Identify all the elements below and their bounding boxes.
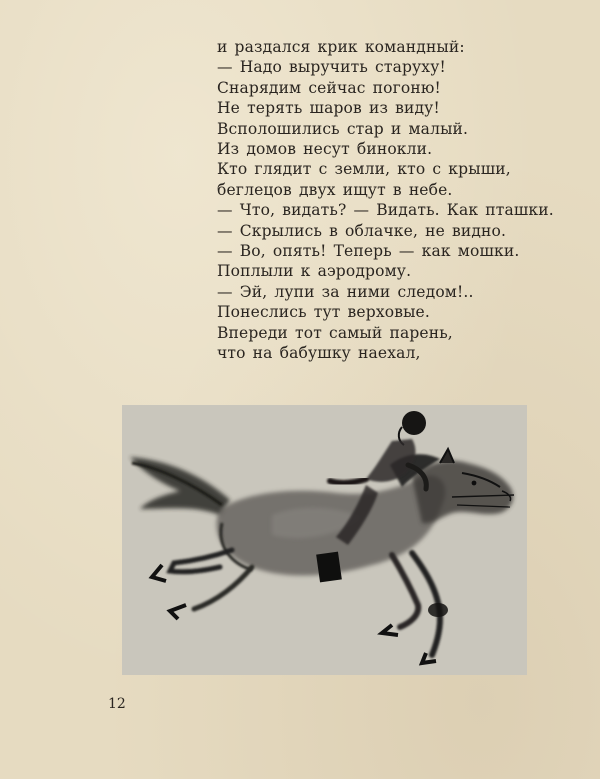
poem-line: — Эй, лупи за ними следом!..	[217, 282, 474, 301]
poem-line: — Что, видать? — Видать. Как пташки.	[217, 201, 554, 220]
poem-line: — Во, опять! Теперь — как мошки.	[217, 242, 520, 261]
poem-line: и раздался крик командный:	[217, 38, 465, 56]
poem-line: — Надо выручить старуху!	[217, 58, 446, 77]
horse-rider-illustration	[122, 405, 527, 675]
poem-line: Не терять шаров из виду!	[217, 99, 440, 118]
page-number: 12	[108, 696, 126, 712]
poem-line: Из домов несут бинокли.	[217, 140, 433, 159]
poem-line: Снарядим сейчас погоню!	[217, 78, 441, 97]
poem-line: что на бабушку наехал,	[217, 344, 421, 363]
poem-line: Всполошились стар и малый.	[217, 119, 469, 138]
poem-text	[217, 37, 554, 364]
poem-line: — Скрылись в облачке, не видно.	[217, 221, 507, 240]
poem-line: беглецов двух ищут в небе.	[217, 180, 453, 199]
poem-line: Впереди тот самый парень,	[217, 323, 453, 342]
poem-line: Поплыли к аэродрому.	[217, 262, 412, 281]
poem-line: Кто глядит с земли, кто с крыши,	[217, 160, 511, 179]
poem-line: Понеслись тут верховые.	[217, 303, 430, 322]
